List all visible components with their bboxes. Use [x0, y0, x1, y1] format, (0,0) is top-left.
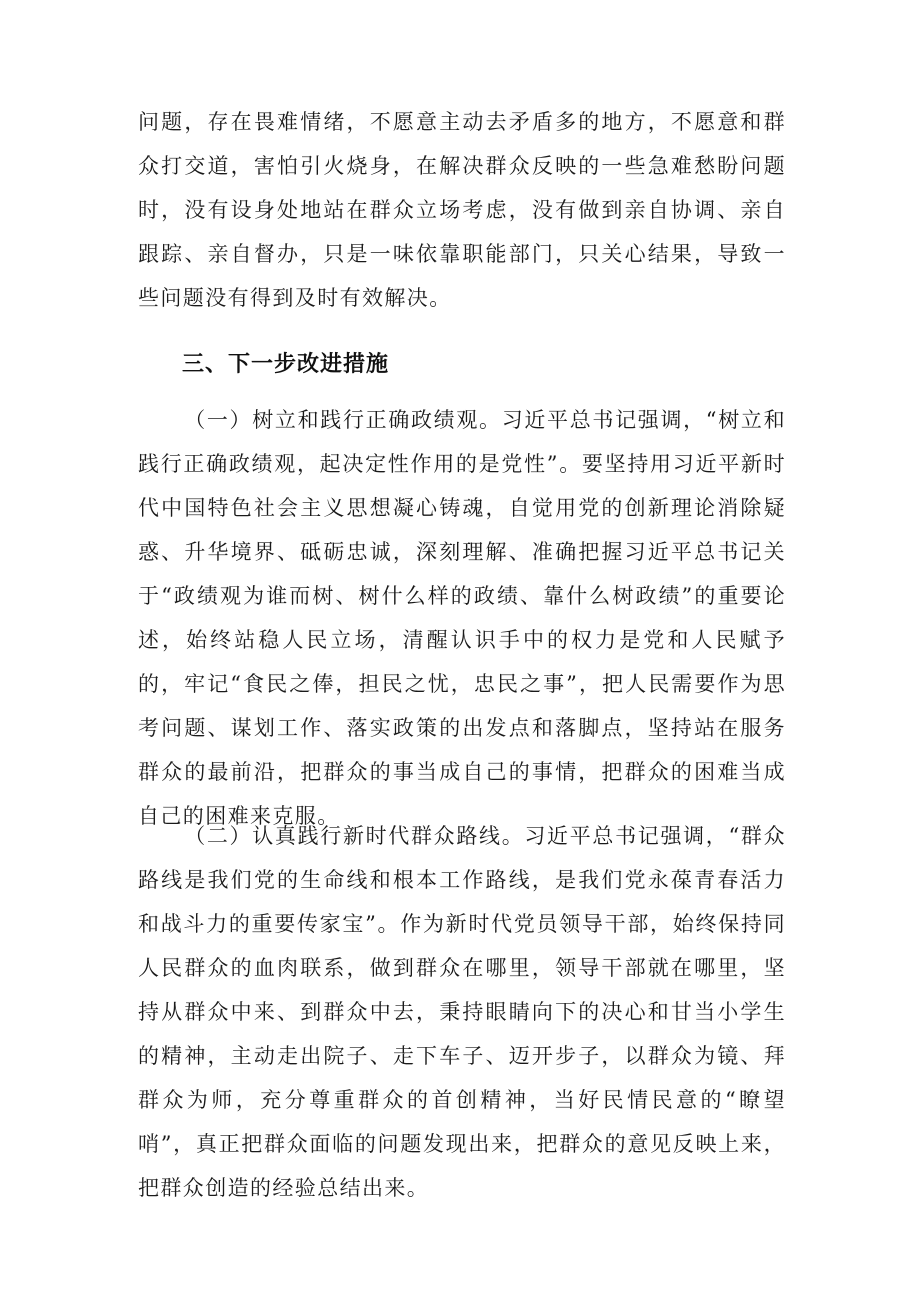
paragraph-1: （一）树立和践行正确政绩观。习近平总书记强调，“树立和践行正确政绩观，起决定性作用的是党性”。要坚持用习近平新时代中国特色社会主义思想凝心铸魂，自觉用党的创新理论消除疑惑、升华境界、砥砺忠诚，深刻理解、准确把握习近平总书记关于“政绩观为谁而树、树什么样的政绩、靠什么树政绩”的重要论述，始终站稳人民立场，清醒认识手中的权力是党和人民赋予的，牢记“食民之俸，担民之忧，忠民之事”，把人民需要作为思考问题、谋划工作、落实政策的出发点和落脚点，坚持站在服务群众的最前沿，把群众的事当成自己的事情，把群众的困难当成自己的困难来克服。	[138, 408, 786, 828]
paragraph-2: （二）认真践行新时代群众路线。习近平总书记强调，“群众路线是我们党的生命线和根本工作路线，是我们党永葆青春活力和战斗力的重要传家宝”。作为新时代党员领导干部，始终保持同人民群众的血肉联系，做到群众在哪里，领导干部就在哪里，坚持从群众中来、到群众中去，秉持眼睛向下的决心和甘当小学生的精神，主动走出院子、走下车子、迈开步子，以群众为镜、拜群众为师，充分尊重群众的首创精神，当好民情民意的“瞭望哨”，真正把群众面临的问题发现出来，把群众的意见反映上来，把群众创造的经验总结出来。	[138, 824, 786, 1200]
section-heading: 三、下一步改进措施	[182, 352, 390, 377]
paragraph-continued: 问题，存在畏难情绪，不愿意主动去矛盾多的地方，不愿意和群众打交道，害怕引火烧身，在解决群众反映的一些急难愁盼问题时，没有设身处地站在群众立场考虑，没有做到亲自协调、亲自跟踪、亲自督办，只是一味依靠职能部门，只关心结果，导致一些问题没有得到及时有效解决。	[138, 110, 786, 310]
